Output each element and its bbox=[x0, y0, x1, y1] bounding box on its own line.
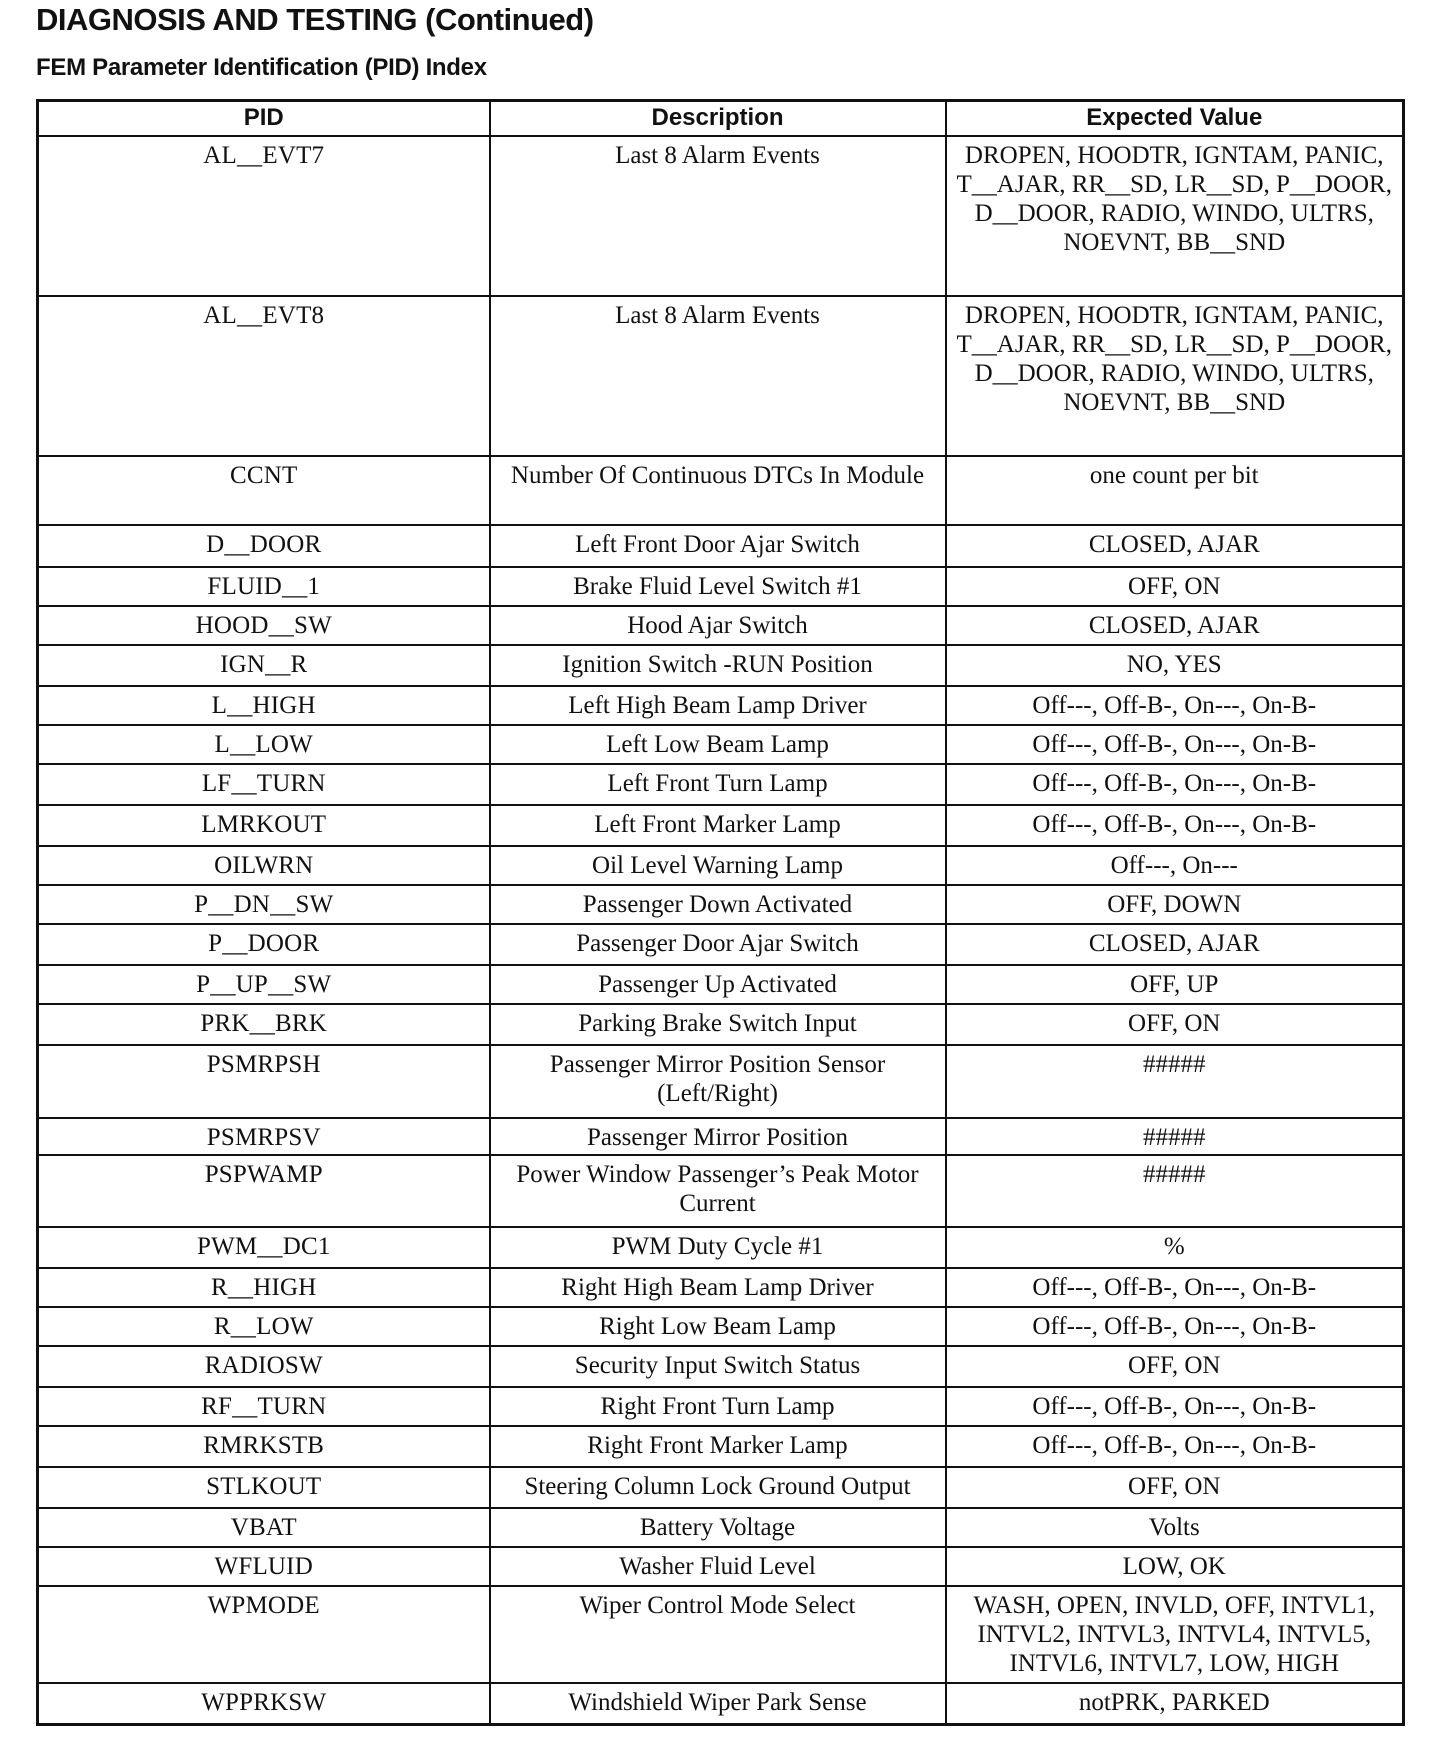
expected-value-cell: NO, YES bbox=[946, 645, 1404, 686]
table-row bbox=[38, 1346, 1404, 1387]
table-row bbox=[38, 805, 1404, 846]
table-row bbox=[38, 1045, 1404, 1118]
expected-value-cell: OFF, ON bbox=[946, 1346, 1404, 1387]
description-cell: Passenger Down Activated bbox=[490, 885, 946, 924]
pid-cell: LF__TURN bbox=[38, 764, 490, 805]
expected-value-cell: CLOSED, AJAR bbox=[946, 924, 1404, 965]
column-header-description: Description bbox=[490, 101, 946, 137]
description-cell: Battery Voltage bbox=[490, 1508, 946, 1547]
pid-cell: PWM__DC1 bbox=[38, 1227, 490, 1268]
table-row bbox=[38, 924, 1404, 965]
description-cell: Left Low Beam Lamp bbox=[490, 725, 946, 764]
expected-value-cell: CLOSED, AJAR bbox=[946, 606, 1404, 645]
table-row bbox=[38, 1268, 1404, 1307]
expected-value-cell: Volts bbox=[946, 1508, 1404, 1547]
description-cell: PWM Duty Cycle #1 bbox=[490, 1227, 946, 1268]
description-cell: Windshield Wiper Park Sense bbox=[490, 1683, 946, 1724]
description-cell: Left Front Turn Lamp bbox=[490, 764, 946, 805]
pid-cell: OILWRN bbox=[38, 846, 490, 885]
description-cell: Right Front Turn Lamp bbox=[490, 1387, 946, 1426]
pid-cell: VBAT bbox=[38, 1508, 490, 1547]
pid-cell: P__DOOR bbox=[38, 924, 490, 965]
expected-value-cell: % bbox=[946, 1227, 1404, 1268]
table-row bbox=[38, 1227, 1404, 1268]
pid-cell: PSPWAMP bbox=[38, 1155, 490, 1227]
pid-cell: R__LOW bbox=[38, 1307, 490, 1346]
description-cell: Passenger Mirror Position Sensor (Left/Right) bbox=[490, 1045, 946, 1118]
expected-value-cell: Off---, Off-B-, On---, On-B- bbox=[946, 1307, 1404, 1346]
pid-cell: AL__EVT7 bbox=[38, 136, 490, 296]
table-row bbox=[38, 1387, 1404, 1426]
description-cell: Last 8 Alarm Events bbox=[490, 296, 946, 456]
table-row bbox=[38, 885, 1404, 924]
pid-cell: RMRKSTB bbox=[38, 1426, 490, 1467]
description-cell: Passenger Up Activated bbox=[490, 965, 946, 1004]
pid-cell: STLKOUT bbox=[38, 1467, 490, 1508]
expected-value-cell: ##### bbox=[946, 1045, 1404, 1118]
pid-cell: L__LOW bbox=[38, 725, 490, 764]
table-row bbox=[38, 1586, 1404, 1683]
table-row bbox=[38, 764, 1404, 805]
expected-value-cell: Off---, On--- bbox=[946, 846, 1404, 885]
expected-value-cell: ##### bbox=[946, 1155, 1404, 1227]
expected-value-cell: Off---, Off-B-, On---, On-B- bbox=[946, 686, 1404, 725]
table-row bbox=[38, 1155, 1404, 1227]
expected-value-cell: Off---, Off-B-, On---, On-B- bbox=[946, 1387, 1404, 1426]
expected-value-cell: one count per bit bbox=[946, 456, 1404, 525]
description-cell: Security Input Switch Status bbox=[490, 1346, 946, 1387]
table-row bbox=[38, 1547, 1404, 1586]
expected-value-cell: OFF, ON bbox=[946, 567, 1404, 606]
expected-value-cell: WASH, OPEN, INVLD, OFF, INTVL1, INTVL2, INTVL3, INTVL4, INTVL5, INTVL6, INTVL7, LOW, HIGH bbox=[946, 1586, 1404, 1683]
description-cell: Oil Level Warning Lamp bbox=[490, 846, 946, 885]
description-cell: Washer Fluid Level bbox=[490, 1547, 946, 1586]
pid-cell: IGN__R bbox=[38, 645, 490, 686]
expected-value-cell: Off---, Off-B-, On---, On-B- bbox=[946, 1268, 1404, 1307]
table-row bbox=[38, 525, 1404, 567]
description-cell: Last 8 Alarm Events bbox=[490, 136, 946, 296]
expected-value-cell: DROPEN, HOODTR, IGNTAM, PANIC, T__AJAR, RR__SD, LR__SD, P__DOOR, D__DOOR, RADIO, WINDO, ULTRS, NOEVNT, BB__SND bbox=[946, 296, 1404, 456]
pid-cell: WPPRKSW bbox=[38, 1683, 490, 1724]
table-row bbox=[38, 846, 1404, 885]
pid-index-table bbox=[36, 99, 1405, 1726]
pid-cell: P__DN__SW bbox=[38, 885, 490, 924]
expected-value-cell: OFF, ON bbox=[946, 1004, 1404, 1045]
pid-cell: AL__EVT8 bbox=[38, 296, 490, 456]
pid-cell: R__HIGH bbox=[38, 1268, 490, 1307]
table-row bbox=[38, 1307, 1404, 1346]
description-cell: Left Front Door Ajar Switch bbox=[490, 525, 946, 567]
column-header-expected-value: Expected Value bbox=[946, 101, 1404, 137]
table-row bbox=[38, 1118, 1404, 1155]
pid-cell: WPMODE bbox=[38, 1586, 490, 1683]
table-row bbox=[38, 1467, 1404, 1508]
pid-cell: CCNT bbox=[38, 456, 490, 525]
description-cell: Hood Ajar Switch bbox=[490, 606, 946, 645]
pid-cell: PSMRPSV bbox=[38, 1118, 490, 1155]
description-cell: Right Front Marker Lamp bbox=[490, 1426, 946, 1467]
expected-value-cell: ##### bbox=[946, 1118, 1404, 1155]
table-header-row bbox=[38, 101, 1404, 137]
description-cell: Brake Fluid Level Switch #1 bbox=[490, 567, 946, 606]
description-cell: Passenger Mirror Position bbox=[490, 1118, 946, 1155]
description-cell: Left High Beam Lamp Driver bbox=[490, 686, 946, 725]
table-row bbox=[38, 686, 1404, 725]
pid-cell: WFLUID bbox=[38, 1547, 490, 1586]
pid-cell: PSMRPSH bbox=[38, 1045, 490, 1118]
description-cell: Ignition Switch -RUN Position bbox=[490, 645, 946, 686]
section-title: FEM Parameter Identification (PID) Index bbox=[36, 54, 487, 81]
description-cell: Right Low Beam Lamp bbox=[490, 1307, 946, 1346]
expected-value-cell: notPRK, PARKED bbox=[946, 1683, 1404, 1724]
expected-value-cell: OFF, DOWN bbox=[946, 885, 1404, 924]
table-row bbox=[38, 296, 1404, 456]
pid-cell: RF__TURN bbox=[38, 1387, 490, 1426]
pid-cell: L__HIGH bbox=[38, 686, 490, 725]
page-title: DIAGNOSIS AND TESTING (Continued) bbox=[36, 2, 594, 37]
pid-cell: FLUID__1 bbox=[38, 567, 490, 606]
pid-cell: D__DOOR bbox=[38, 525, 490, 567]
description-cell: Number Of Continuous DTCs In Module bbox=[490, 456, 946, 525]
table-row bbox=[38, 1508, 1404, 1547]
expected-value-cell: OFF, UP bbox=[946, 965, 1404, 1004]
expected-value-cell: Off---, Off-B-, On---, On-B- bbox=[946, 1426, 1404, 1467]
expected-value-cell: OFF, ON bbox=[946, 1467, 1404, 1508]
table-row bbox=[38, 567, 1404, 606]
table-row bbox=[38, 136, 1404, 296]
expected-value-cell: CLOSED, AJAR bbox=[946, 525, 1404, 567]
table-row bbox=[38, 606, 1404, 645]
description-cell: Power Window Passenger’s Peak Motor Current bbox=[490, 1155, 946, 1227]
expected-value-cell: Off---, Off-B-, On---, On-B- bbox=[946, 764, 1404, 805]
description-cell: Steering Column Lock Ground Output bbox=[490, 1467, 946, 1508]
table-row bbox=[38, 1426, 1404, 1467]
pid-cell: RADIOSW bbox=[38, 1346, 490, 1387]
pid-cell: HOOD__SW bbox=[38, 606, 490, 645]
description-cell: Left Front Marker Lamp bbox=[490, 805, 946, 846]
pid-cell: LMRKOUT bbox=[38, 805, 490, 846]
table-row bbox=[38, 1683, 1404, 1724]
description-cell: Wiper Control Mode Select bbox=[490, 1586, 946, 1683]
expected-value-cell: Off---, Off-B-, On---, On-B- bbox=[946, 805, 1404, 846]
table-row bbox=[38, 1004, 1404, 1045]
pid-cell: P__UP__SW bbox=[38, 965, 490, 1004]
column-header-pid: PID bbox=[38, 101, 490, 137]
pid-cell: PRK__BRK bbox=[38, 1004, 490, 1045]
table-row bbox=[38, 456, 1404, 525]
table-row bbox=[38, 725, 1404, 764]
expected-value-cell: Off---, Off-B-, On---, On-B- bbox=[946, 725, 1404, 764]
expected-value-cell: DROPEN, HOODTR, IGNTAM, PANIC, T__AJAR, RR__SD, LR__SD, P__DOOR, D__DOOR, RADIO, WINDO, ULTRS, NOEVNT, BB__SND bbox=[946, 136, 1404, 296]
expected-value-cell: LOW, OK bbox=[946, 1547, 1404, 1586]
table-row bbox=[38, 965, 1404, 1004]
description-cell: Passenger Door Ajar Switch bbox=[490, 924, 946, 965]
description-cell: Parking Brake Switch Input bbox=[490, 1004, 946, 1045]
description-cell: Right High Beam Lamp Driver bbox=[490, 1268, 946, 1307]
table-row bbox=[38, 645, 1404, 686]
